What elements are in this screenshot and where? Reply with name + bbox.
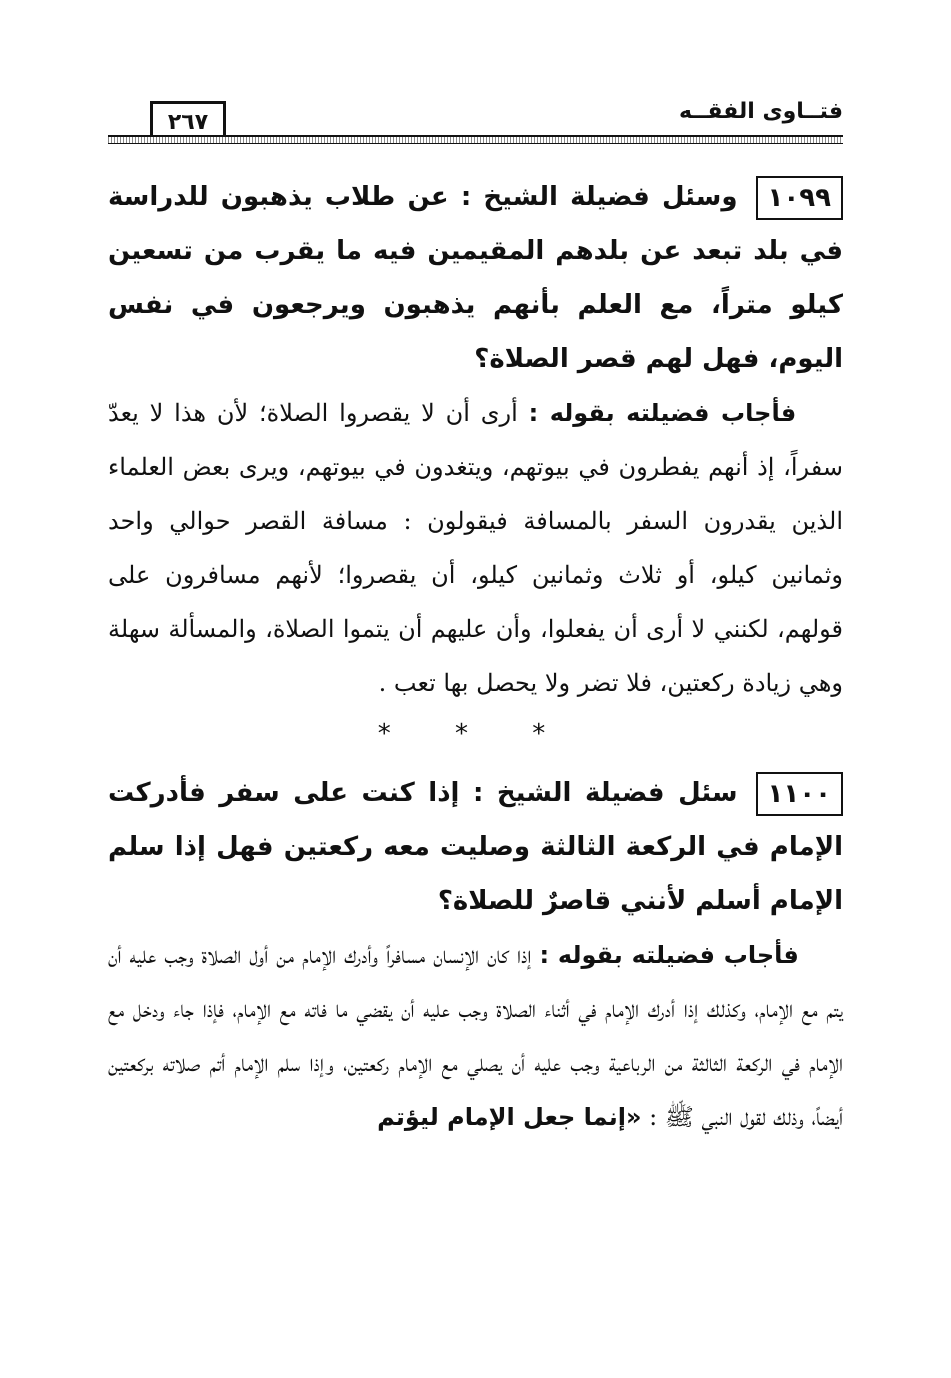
fatwa-1099-answer-paragraph — [108, 386, 843, 710]
fatwa-1100-question: سئل فضيلة الشيخ : إذا كنت على سفر فأدركت الإمام في الركعة الثالثة وصليت معه ركعتين فهل إذا سلم الإمام أسلم لأنني قاصرٌ للصلاة؟ — [108, 778, 843, 916]
fatwa-1100-answer-lead: فأجاب فضيلته بقوله : — [539, 941, 799, 969]
page-number: ٢٦٧ — [150, 101, 226, 143]
fatwa-1099-answer-lead: فأجاب فضيلته بقوله : — [528, 399, 797, 427]
fatwa-1099-answer: أرى أن لا يقصروا الصلاة؛ لأن هذا لا يعدّ سفراً، إذ أنهم يفطرون في بيوتهم، ويتغدون في بيوتهم، ويرى بعض العلماء الذين يقدرون السفر بالمسافة فيقولون : مسافة القصر حوالي واحد وثمانين كيلو، أو ثلاث وثمانين كيلو، أن يقصروا؛ لأنهم مسافرون على قولهم، لكنني لا أرى أن يفعلوا، وأن عليهم أن يتموا الصلاة، والمسألة سهلة وهي زيادة ركعتين، فلا تضر ولا يحصل بها تعب . — [108, 399, 843, 697]
fatwa-1099-number: ١٠٩٩ — [756, 176, 843, 220]
page-content — [108, 170, 843, 1144]
fatwa-1100-number: ١١٠٠ — [756, 772, 843, 816]
header-rule — [108, 135, 843, 144]
fatwa-1100-answer-paragraph — [108, 928, 843, 1144]
fatwa-1099-question: وسئل فضيلة الشيخ : عن طلاب يذهبون للدراسة في بلد تبعد عن بلدهم المقيمين فيه ما يقرب من تسعين كيلو متراً، مع العلم بأنهم يذهبون ويرجعون في نفس اليوم، فهل لهم قصر الصلاة؟ — [108, 182, 843, 374]
page-header — [108, 95, 843, 150]
fatwa-1099-question-paragraph — [108, 170, 843, 386]
fatwa-1100-answer: إذا كان الإنسان مسافراً وأدرك الإمام من أول الصلاة وجب عليه أن يتم مع الإمام، وكذلك إذا أدرك الإمام في أثناء الصلاة وجب عليه أن يقضي ما فاته مع الإمام، فإذا جاء ودخل مع الإمام في الركعة الثالثة من الرباعية وجب عليه أن يصلي مع الإمام ركعتين، وإذا سلم الإمام أتم صلاته بركعتين أيضاً، وذلك لقول النبي ﷺ : — [108, 941, 843, 1131]
fatwa-1100-hadith: «إنما جعل الإمام ليؤتم — [377, 1103, 642, 1131]
running-title: فتــاوى الفقــه — [678, 99, 843, 124]
section-separator: * * * — [377, 719, 574, 749]
fatwa-1100-question-paragraph — [108, 766, 843, 928]
